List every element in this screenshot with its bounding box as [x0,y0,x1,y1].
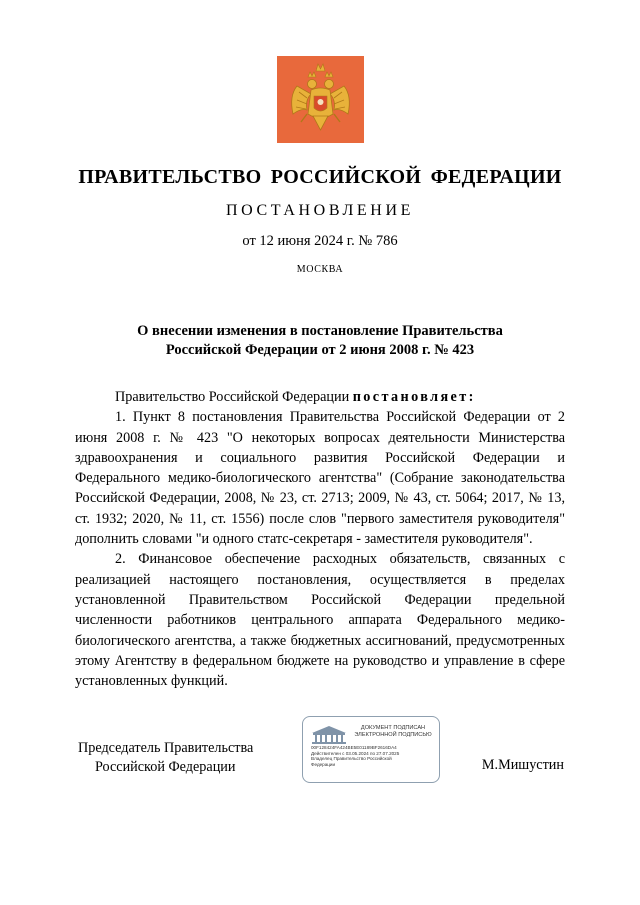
stamp-header-line-1: ДОКУМЕНТ ПОДПИСАН [360,725,426,731]
electronic-signature-stamp [302,716,440,783]
stamp-validity: Действителен с 03.05.2024 по 27.07.2025 [311,750,400,756]
stamp-header [350,725,436,739]
coat-of-arms-emblem [277,56,364,143]
coat-of-arms-icon [277,56,364,143]
body-item-2: 2. Финансовое обеспечение расходных обязательств, связанных с реализацией настоящего постановления, осуществляется в пределах установленной Правительством Российской Федерации предельной численности работников центрального аппарата Федерального медико-биологического агентства, а также бюджетных ассигнований, предусмотренных этому Агентству в федеральном бюджете на руководство и управление в сфере установленных функций. [75,551,565,690]
decree-word: постановляет: [352,389,476,405]
body-item-1: 1. Пункт 8 постановления Правительства Российской Федерации от 2 июня 2008 г. № 423 "О некоторых вопросах деятельности Министерства здравоохранения и социального развития Российской Федерации и Федерального медико-биологического агентства" (Собрание законодательства Российской Федерации, 2008, № 23, ст. 2713; 2009, № 43, ст. 5064; 2017, № 13, ст. 1932; 2020, № 11, ст. 1556) после слов "первого заместителя руководителя" дополнить словами "и одного статс-секретаря - заместителя руководителя". [75,409,565,548]
signatory-position-line-2: Российской Федерации [95,759,236,775]
stamp-header-line-2: ЭЛЕКТРОННОЙ ПОДПИСЬЮ [354,732,432,738]
signatory-position-line-1: Председатель Правительства [78,740,254,756]
document-heading [80,322,560,359]
signatory-position [78,739,253,777]
preamble-text: Правительство Российской Федерации [115,389,353,405]
preamble-paragraph [75,387,565,407]
heading-line-1: О внесении изменения в постановление Правительства [137,323,503,339]
stamp-certificate-info [311,745,435,767]
document-city: МОСКВА [296,264,344,275]
stamp-owner-line-2: Федерации [311,761,336,767]
government-building-icon [310,723,348,745]
signatory-name: М.Мишустин [481,757,564,773]
government-title: ПРАВИТЕЛЬСТВО РОССИЙСКОЙ ФЕДЕРАЦИИ [78,166,562,188]
document-date-number: от 12 июня 2024 г. № 786 [242,233,398,249]
document-body [75,387,565,691]
stamp-owner-line-1: Владелец Правительство Российской [311,756,392,762]
document-type: ПОСТАНОВЛЕНИЕ [226,202,414,219]
stamp-certificate-number: 00F128424FA424BE5E01189BF2616DA4 [311,745,397,750]
heading-line-2: Российской Федерации от 2 июня 2008 г. № 423 [165,341,475,358]
